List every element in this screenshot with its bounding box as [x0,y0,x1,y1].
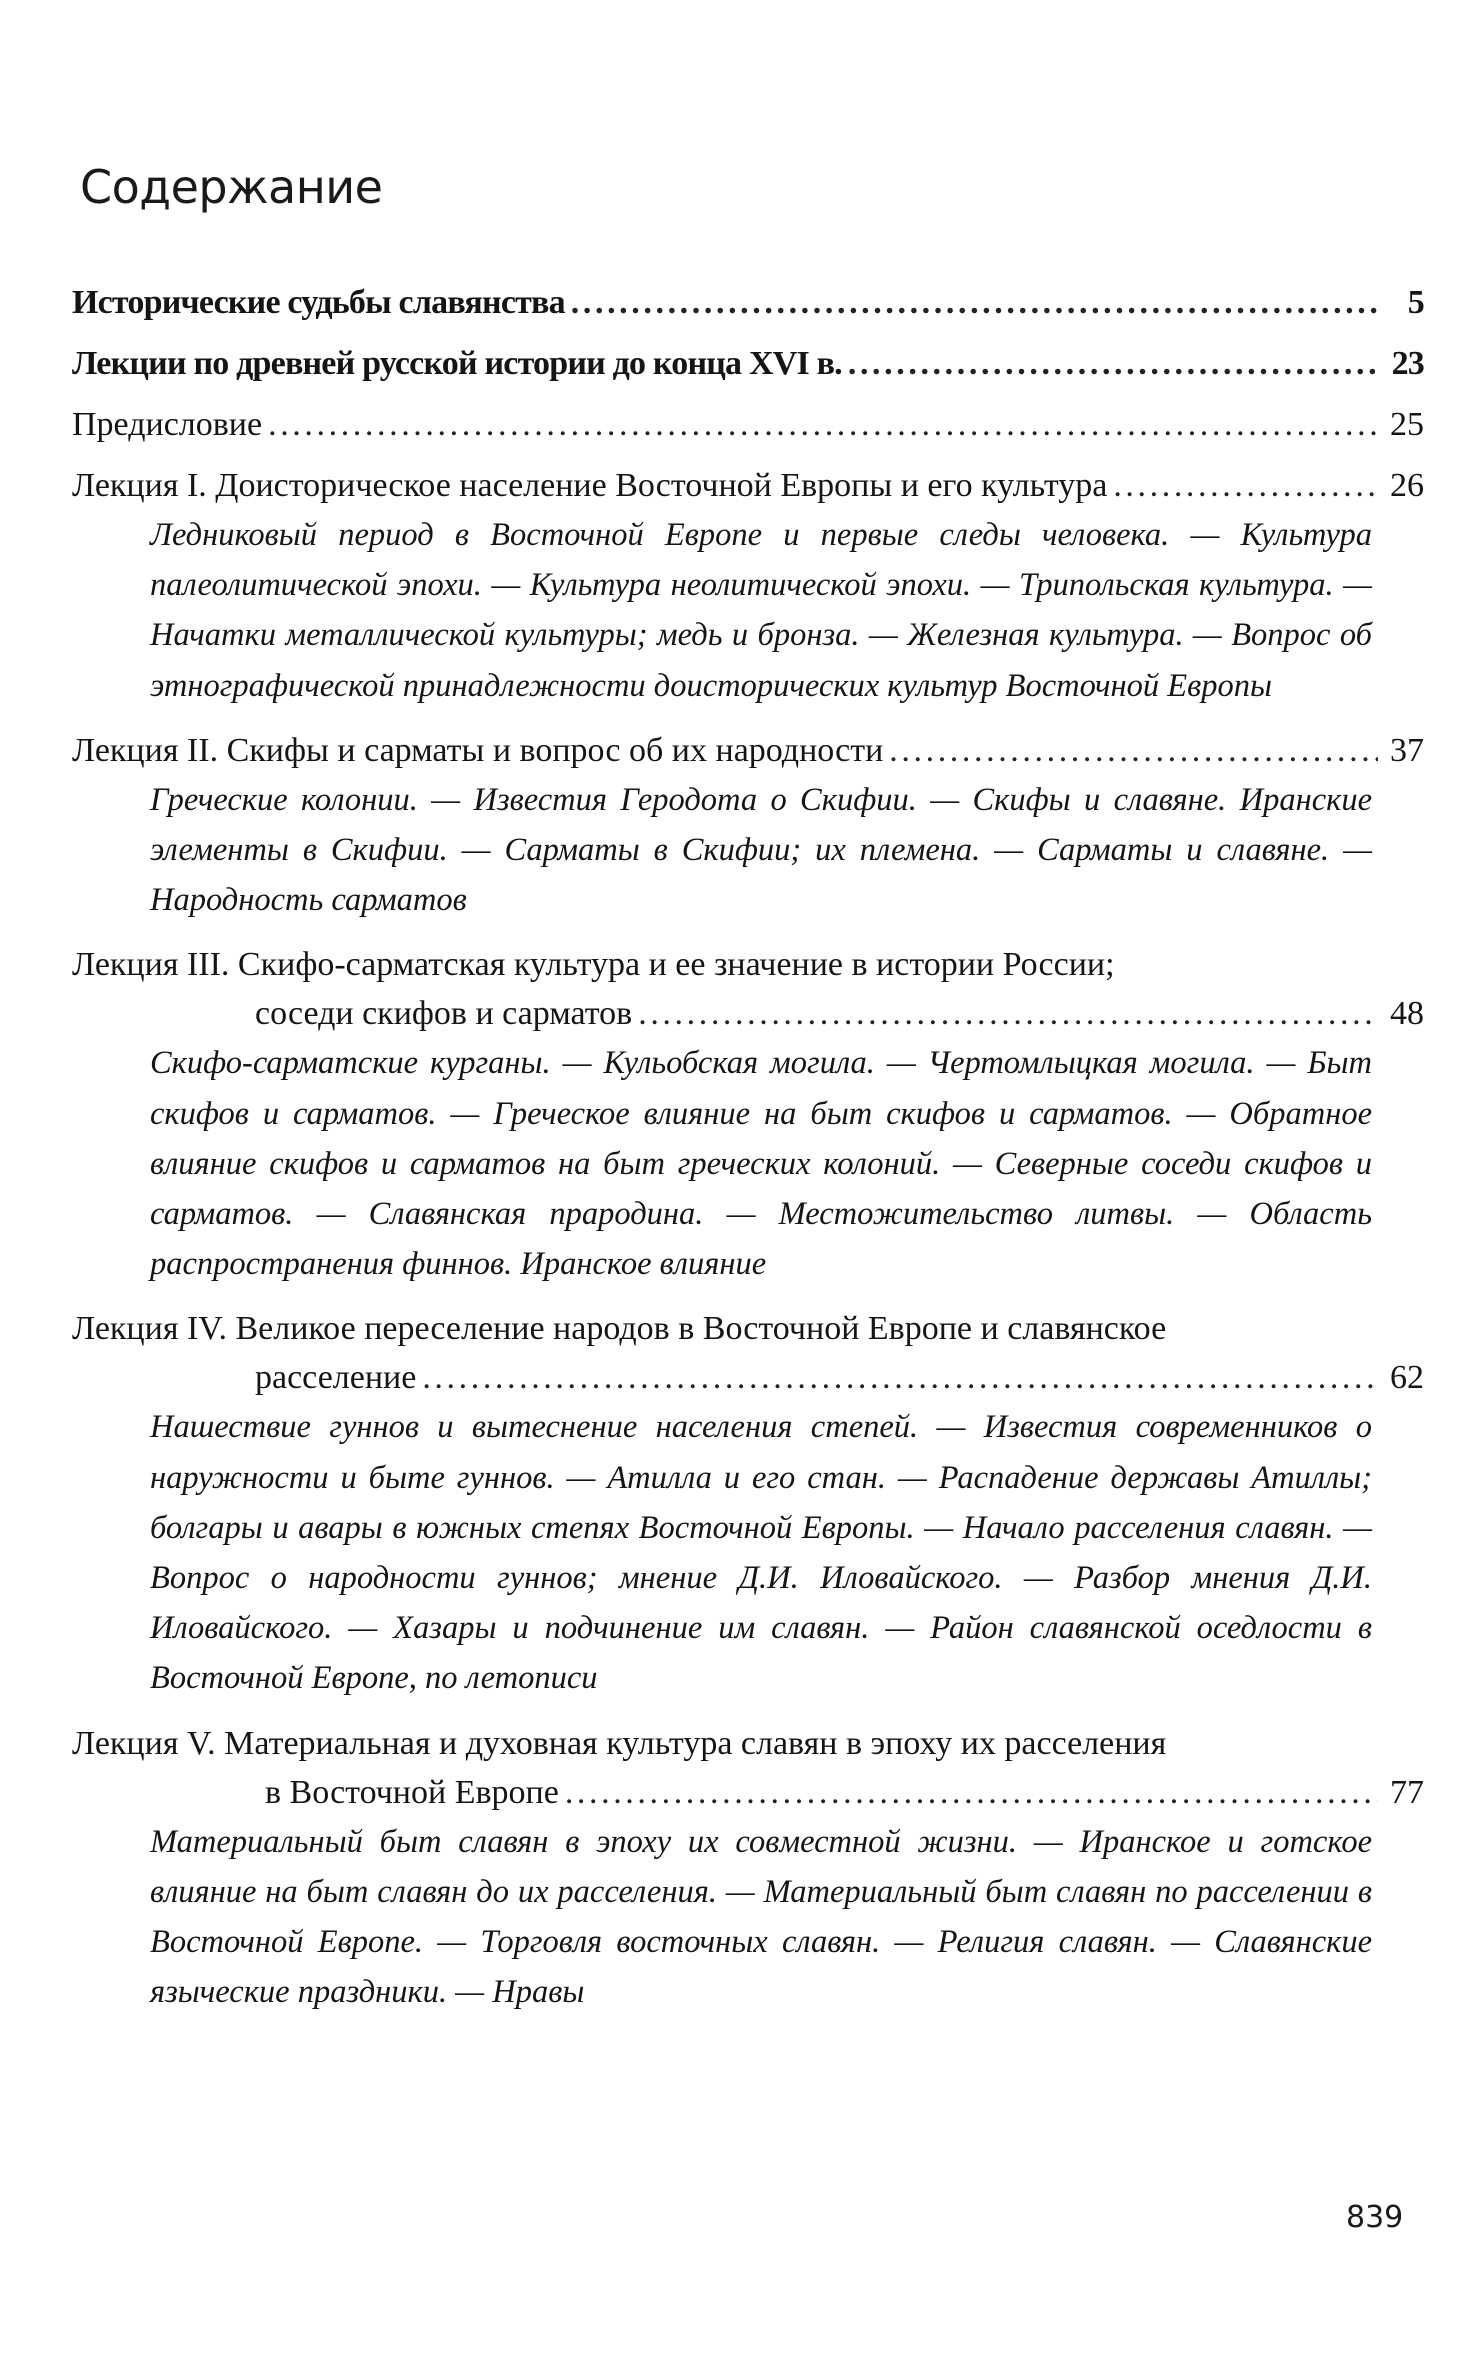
toc-page-number: 37 [1390,731,1424,769]
toc-entry-title: Лекция II. Скифы и сарматы и вопрос об их народности [72,731,884,769]
toc-entry [72,940,1424,1289]
toc-entry [72,726,1424,926]
toc-line [72,726,1424,775]
toc-entry [72,1304,1424,1703]
toc-entry-description: Ледниковый период в Восточной Европе и первые следы человека. — Культура палеолитической эпохи. — Культура неолитической эпохи. — Трипольская культура. — Начатки металлической культуры; медь и бронза. — Железная культура. — Вопрос об этнографической принадлежности доисторических культур Восточной Европы [150,517,1372,704]
toc-entry-title-first-line: Лекция V. Материальная и духовная культура славян в эпоху их расселения [72,1724,1167,1762]
toc-entry-title-first-line: Лекция III. Скифо-сарматская культура и ее значение в истории России; [72,946,1115,984]
dot-leader [889,726,1378,775]
dot-leader [268,400,1378,449]
toc-entry-description: Скифо-сарматские курганы. — Кульобская могила. — Чертомлыцкая могила. — Быт скифов и сарматов. — Греческое влияние на быт скифов и сарматов. — Обратное влияние скифов и сарматов на быт греческих колоний. — Северные соседи скифов и сарматов. — Славянская прародина. — Местожительство литвы. — Область распространения финнов. Иранское влияние [150,1045,1372,1283]
toc-entry-description: Греческие колонии. — Известия Геродота о Скифии. — Скифы и славяне. Иранские элементы в Скифии. — Сарматы в Скифии; их племена. — Сарматы и славяне. — Народность сарматов [150,781,1372,919]
dot-leader [638,989,1378,1038]
toc-entry [72,461,1424,711]
page-number: 839 [1346,2200,1404,2235]
toc-entry-title: в Восточной Европе [265,1773,559,1811]
toc-entry-title: Предисловие [72,406,263,443]
toc-page-number: 62 [1390,1359,1424,1397]
toc-line [72,339,1424,388]
table-of-contents [72,278,1424,2017]
toc-entry-description: Материальный быт славян в эпоху их совместной жизни. — Иранское и готское влияние на быт славян до их расселения. — Материальный быт славян по расселении в Восточной Европе. — Торговля восточных славян. — Религия славян. — Славянские языческие праздники. — Нравы [150,1823,1372,2011]
toc-entry-title: Исторические судьбы славянства [72,284,565,321]
dot-leader [565,1768,1378,1817]
toc-line [72,1353,1424,1402]
dot-leader [1113,461,1378,510]
toc-page-number: 5 [1407,284,1424,321]
toc-entry [72,278,1424,327]
toc-page-number: 26 [1390,467,1424,504]
toc-entry [72,1719,1424,2018]
toc-entry [72,339,1424,388]
toc-page-number: 48 [1390,995,1424,1033]
toc-entry-title: Лекция I. Доисторическое население Восточной Европы и его культура [72,467,1108,504]
toc-entry [72,400,1424,449]
toc-line [72,278,1424,327]
dot-leader [848,339,1378,388]
toc-entry-title: соседи скифов и сарматов [255,995,633,1033]
toc-line [72,1768,1424,1817]
toc-page-number: 77 [1390,1773,1424,1811]
toc-line [72,989,1424,1038]
toc-page-number: 25 [1390,406,1424,443]
toc-page-number: 23 [1391,345,1424,382]
toc-entry-title-first-line: Лекция IV. Великое переселение народов в Восточной Европе и славянское [72,1310,1167,1348]
toc-entry-description: Нашествие гуннов и вытеснение населения степей. — Известия современников о наружности и быте гуннов. — Атилла и его стан. — Распадение державы Атиллы; болгары и авары в южных степях Восточной Европы. — Начало расселения славян. — Вопрос о народности гуннов; мнение Д.И. Иловайского. — Разбор мнения Д.И. Иловайского. — Хазары и подчинение им славян. — Район славянской оседлости в Восточной Европе, по летописи [150,1409,1372,1697]
dot-leader [422,1353,1378,1402]
toc-line [72,461,1424,510]
toc-entry-title: Лекции по древней русской истории до конца XVI в. [72,345,842,382]
toc-entry-title: расселение [255,1359,417,1397]
toc-line [72,400,1424,449]
page-title: Содержание [80,160,383,214]
dot-leader [571,278,1378,327]
